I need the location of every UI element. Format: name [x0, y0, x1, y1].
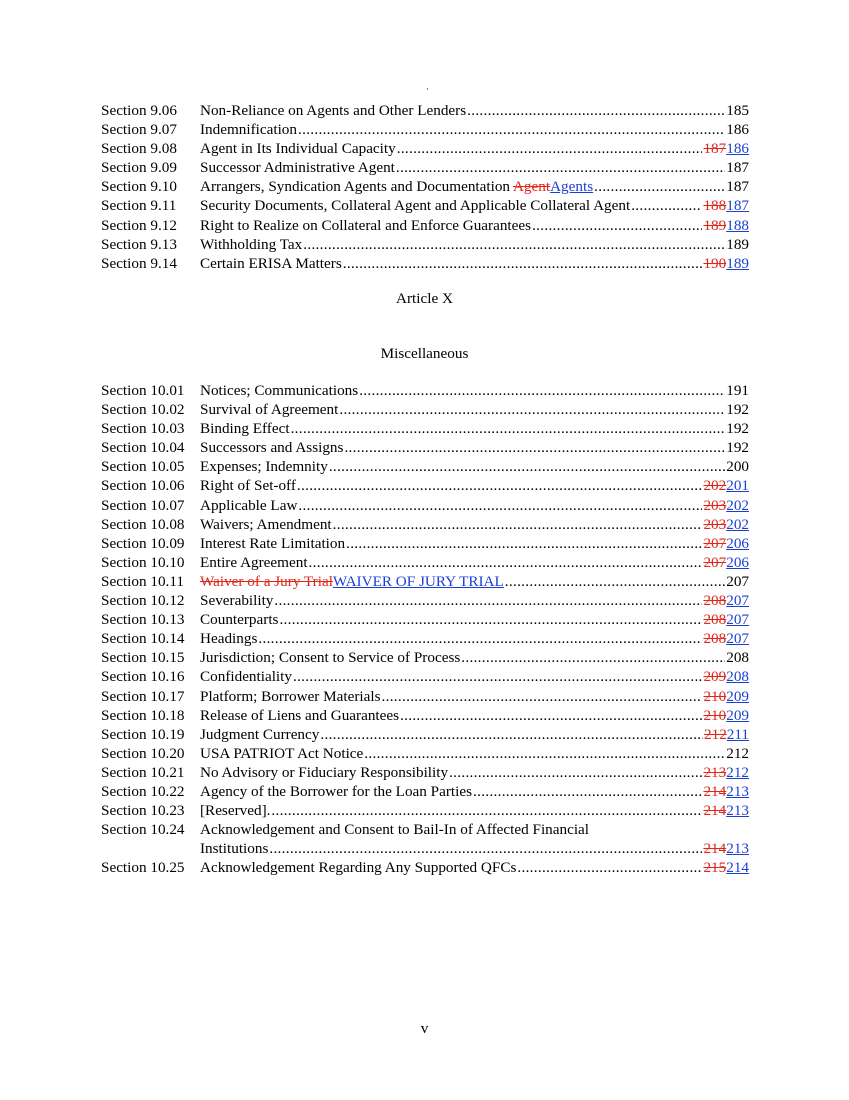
toc-entry-page	[703, 254, 749, 273]
deleted-page-number: 213	[703, 763, 727, 781]
dot-leader	[258, 629, 702, 648]
toc-entry-page	[703, 782, 749, 801]
deleted-page-number: 203	[703, 496, 727, 514]
deleted-page-number: 207	[703, 553, 727, 571]
dot-leader	[359, 381, 725, 400]
toc-entry-title[interactable]	[200, 610, 278, 629]
toc-entry-page	[703, 196, 749, 215]
toc-entry-page	[726, 235, 749, 254]
inserted-page-number: 211	[726, 725, 749, 743]
dot-leader	[293, 667, 702, 686]
toc-entry-page	[726, 648, 749, 667]
toc-entry[interactable]	[101, 196, 749, 215]
toc-entry-title[interactable]	[200, 139, 396, 158]
deleted-page-number: 208	[703, 592, 727, 610]
dot-leader	[400, 706, 702, 725]
toc-entry-title-text: Successors and Assigns	[200, 439, 344, 457]
deleted-page-number: 214	[703, 802, 727, 820]
inserted-page-number: 207	[726, 630, 749, 648]
toc-entry-title-text: Platform; Borrower Materials	[200, 687, 381, 705]
toc-entry-title[interactable]	[200, 801, 270, 820]
dot-leader	[298, 496, 702, 515]
toc-entry-page	[703, 591, 749, 610]
toc-entry-title-text: Right to Realize on Collateral and Enforce Guarantees	[200, 216, 532, 234]
inserted-page-number: 187	[726, 197, 749, 215]
toc-entry-title[interactable]	[200, 476, 296, 495]
toc-entry-title[interactable]	[200, 763, 448, 782]
toc-entry-page	[703, 801, 749, 820]
toc-entry[interactable]	[101, 101, 749, 120]
toc-entry[interactable]	[101, 572, 749, 591]
deleted-page-number: 189	[703, 216, 727, 234]
toc-entry[interactable]	[101, 438, 749, 457]
toc-entry-title-text: Interest Rate Limitation	[200, 534, 346, 552]
toc-entry-title-text: Jurisdiction; Consent to Service of Process	[200, 649, 461, 667]
deleted-page-number: 212	[704, 725, 727, 743]
toc-entry-page	[726, 438, 749, 457]
inserted-page-number: 208	[726, 668, 749, 686]
inserted-page-number: 206	[726, 534, 749, 552]
toc-entry[interactable]	[101, 591, 749, 610]
toc-entry-number: Section 10.07	[101, 496, 185, 514]
dot-leader	[274, 591, 702, 610]
toc-entry-title-text: Binding Effect	[200, 420, 290, 438]
inserted-page-number: 209	[726, 687, 749, 705]
inserted-page-number: 201	[726, 477, 749, 495]
toc-entry-page	[703, 476, 749, 495]
toc-entry-number: Section 10.11	[101, 572, 184, 590]
dot-leader	[631, 196, 702, 215]
toc-entry-title[interactable]	[200, 381, 358, 400]
toc-entry-number: Section 10.09	[101, 534, 185, 552]
toc-entry-title-text: USA PATRIOT Act Notice	[200, 744, 364, 762]
toc-entry-number: Section 9.07	[101, 121, 177, 139]
toc-entry-title[interactable]	[200, 725, 319, 744]
toc-entry-number: Section 10.06	[101, 477, 185, 495]
inserted-page-number: 202	[726, 515, 749, 533]
toc-entry-number: Section 9.06	[101, 102, 177, 119]
toc-entry-title-text: [Reserved].	[200, 802, 271, 820]
page-footer-number: v	[420, 1020, 429, 1037]
dot-leader	[346, 534, 702, 553]
toc-entry-number: Section 10.22	[101, 782, 185, 800]
toc-entry-number: Section 9.11	[101, 197, 177, 215]
dot-leader	[344, 438, 725, 457]
toc-entry[interactable]	[101, 820, 749, 839]
dot-leader	[320, 725, 703, 744]
page-number: 200	[726, 458, 749, 476]
toc-entry-title[interactable]	[200, 400, 338, 419]
toc-entry-title[interactable]	[200, 419, 290, 438]
toc-entry-number: Section 10.02	[101, 401, 185, 419]
toc-entry-page	[726, 177, 749, 196]
deleted-page-number: 215	[703, 859, 727, 877]
toc-entry-title-text: Agency of the Borrower for the Loan Parties	[200, 782, 473, 800]
deleted-page-number: 202	[703, 477, 727, 495]
deleted-page-number: 214	[703, 782, 727, 800]
dot-leader	[532, 216, 702, 235]
toc-entry-title[interactable]	[200, 820, 589, 839]
toc-entry[interactable]	[101, 706, 749, 725]
toc-entry[interactable]	[101, 648, 749, 667]
inserted-title-text: WAIVER OF JURY TRIAL	[332, 572, 504, 590]
toc-entry-number: Section 10.25	[101, 859, 185, 877]
toc-entry[interactable]	[101, 801, 749, 820]
page-number: 192	[726, 439, 749, 457]
toc-entry-page	[704, 725, 749, 744]
toc-entry[interactable]	[101, 120, 749, 139]
inserted-page-number: 207	[726, 611, 749, 629]
toc-entry-title[interactable]	[200, 858, 516, 877]
toc-entry[interactable]	[101, 235, 749, 254]
dot-leader	[297, 476, 703, 495]
dot-leader	[397, 139, 703, 158]
toc-entry-number: Section 10.08	[101, 515, 185, 533]
dot-leader	[271, 801, 702, 820]
toc-entry-title-text: Headings	[200, 630, 258, 648]
toc-entry-page	[703, 496, 749, 515]
page-number: 187	[726, 178, 749, 196]
toc-entry-title[interactable]	[200, 572, 504, 591]
toc-entry[interactable]	[101, 744, 749, 763]
toc-entry-title-text: Notices; Communications	[200, 382, 359, 399]
deleted-page-number: 188	[703, 197, 727, 215]
deleted-page-number: 187	[703, 140, 727, 158]
toc-entry-page	[726, 744, 749, 763]
page-number: 192	[726, 401, 749, 419]
toc-entry-page	[726, 400, 749, 419]
toc-entry-title-text: Arrangers, Syndication Agents and Documentation	[200, 178, 513, 196]
toc-entry-title[interactable]	[200, 782, 472, 801]
toc-entry-title[interactable]	[200, 687, 381, 706]
toc-entry-number: Section 10.05	[101, 458, 185, 476]
page-number: 192	[726, 420, 749, 438]
toc-entry-title-text: Security Documents, Collateral Agent and Applicable Collateral Agent	[200, 197, 631, 215]
top-mark: ·	[426, 84, 429, 94]
toc-entry[interactable]	[101, 177, 749, 196]
toc-entry-title[interactable]	[200, 667, 292, 686]
toc-entry-page	[726, 158, 749, 177]
dot-leader	[269, 839, 702, 858]
inserted-page-number: 213	[726, 782, 749, 800]
toc-entry-number: Section 10.14	[101, 630, 185, 648]
toc-entry-title-text: Confidentiality	[200, 668, 292, 686]
toc-entry-number: Section 9.13	[101, 235, 177, 253]
toc-entry-title[interactable]	[200, 648, 460, 667]
toc-entry-page	[726, 419, 749, 438]
toc-entry-number: Section 9.08	[101, 140, 177, 158]
dot-leader	[298, 120, 725, 139]
toc-entry-page	[703, 763, 749, 782]
toc-entry-title-continued[interactable]: Institutions	[200, 840, 269, 858]
deleted-title-text: Waiver of a Jury Trial	[200, 572, 333, 590]
dot-leader	[339, 400, 725, 419]
dot-leader	[467, 101, 725, 120]
toc-entry[interactable]	[101, 667, 749, 686]
toc-entry[interactable]	[101, 858, 749, 877]
toc-entry-number: Section 10.04	[101, 439, 185, 457]
inserted-page-number: 213	[726, 802, 749, 820]
toc-entry-page	[726, 101, 749, 120]
deleted-page-number: 190	[703, 254, 727, 272]
toc-entry[interactable]	[101, 515, 749, 534]
toc-entry[interactable]	[101, 216, 749, 235]
toc-entry-page	[703, 610, 749, 629]
toc-entry-title[interactable]	[200, 158, 395, 177]
toc-entry-page	[703, 687, 749, 706]
toc-entry-page	[703, 858, 749, 877]
deleted-page-number: 210	[703, 687, 727, 705]
toc-entry-title-text: Acknowledgement and Consent to Bail-In of Affected Financial	[200, 821, 590, 839]
toc-entry[interactable]	[101, 610, 749, 629]
page-number: 212	[726, 744, 749, 762]
toc-entry-page	[703, 515, 749, 534]
toc-entry-page	[726, 381, 749, 400]
inserted-page-number: 209	[726, 706, 749, 724]
deleted-page-number: 208	[703, 630, 727, 648]
toc-list-article-ix	[101, 101, 749, 273]
toc-entry-number: Section 10.23	[101, 802, 185, 820]
toc-entry-title[interactable]	[200, 534, 345, 553]
toc-entry-title-text: Right of Set-off	[200, 477, 296, 495]
toc-entry-title[interactable]	[200, 515, 332, 534]
page-number: 189	[726, 235, 749, 253]
toc-entry-title-text: Acknowledgement Regarding Any Supported QFCs	[200, 859, 517, 877]
toc-entry[interactable]	[101, 457, 749, 476]
article-subheading: Miscellaneous	[380, 345, 469, 362]
toc-entry-number: Section 10.17	[101, 687, 185, 705]
toc-entry[interactable]	[101, 534, 749, 553]
toc-entry-title[interactable]	[200, 706, 399, 725]
toc-entry-number: Section 10.03	[101, 420, 185, 438]
dot-leader	[303, 235, 725, 254]
toc-entry[interactable]	[101, 158, 749, 177]
toc-entry[interactable]	[101, 839, 749, 858]
dot-leader	[343, 254, 703, 273]
inserted-page-number: 213	[726, 840, 749, 858]
toc-entry-title-text: Expenses; Indemnity	[200, 458, 328, 476]
toc-entry-title-text: Indemnification	[200, 121, 297, 139]
toc-entry-title[interactable]	[200, 457, 328, 476]
toc-entry-page	[703, 706, 749, 725]
inserted-page-number: 186	[726, 140, 749, 158]
toc-entry[interactable]	[101, 553, 749, 572]
page-number: 187	[726, 159, 749, 177]
inserted-title-text: Agents	[550, 178, 594, 196]
toc-entry-number: Section 10.20	[101, 744, 185, 762]
inserted-page-number: 212	[726, 763, 749, 781]
toc-entry-title-text: Agent in Its Individual Capacity	[200, 140, 396, 158]
toc-list-article-x	[101, 381, 749, 877]
deleted-page-number: 210	[703, 706, 727, 724]
toc-entry[interactable]	[101, 254, 749, 273]
toc-entry[interactable]	[101, 381, 749, 400]
toc-entry[interactable]	[101, 139, 749, 158]
dot-leader	[291, 419, 726, 438]
toc-entry-title-text: No Advisory or Fiduciary Responsibility	[200, 763, 449, 781]
dot-leader	[382, 687, 703, 706]
inserted-page-number: 207	[726, 592, 749, 610]
toc-entry[interactable]	[101, 629, 749, 648]
dot-leader	[505, 572, 725, 591]
toc-entry-number: Section 10.24	[101, 821, 185, 839]
toc-entry-title[interactable]	[200, 438, 343, 457]
page-number: 207	[726, 572, 749, 590]
dot-leader	[279, 610, 702, 629]
dot-leader	[333, 515, 703, 534]
dot-leader	[594, 177, 725, 196]
toc-entry-page	[703, 629, 749, 648]
page-number: 191	[726, 382, 749, 399]
toc-entry-number: Section 10.21	[101, 763, 185, 781]
toc-entry-title[interactable]	[200, 216, 531, 235]
toc-entry[interactable]	[101, 725, 749, 744]
toc-entry-title-text: Judgment Currency	[200, 725, 320, 743]
deleted-title-text: Agent	[512, 178, 551, 196]
toc-entry-title[interactable]	[200, 196, 630, 215]
toc-entry-title-text: Certain ERISA Matters	[200, 254, 342, 272]
toc-entry-page	[703, 839, 749, 858]
toc-entry-title-text: Withholding Tax	[200, 235, 303, 253]
toc-entry-title-text: Entire Agreement	[200, 553, 308, 571]
toc-entry-title[interactable]	[200, 744, 363, 763]
deleted-page-number: 208	[703, 611, 727, 629]
toc-entry-title[interactable]	[200, 553, 308, 572]
toc-entry-title-text: Applicable Law	[200, 496, 298, 514]
article-heading: Article X	[396, 290, 453, 307]
toc-entry-title-text: Survival of Agreement	[200, 401, 339, 419]
toc-entry-number: Section 10.16	[101, 668, 185, 686]
inserted-page-number: 214	[726, 859, 749, 877]
dot-leader	[461, 648, 725, 667]
deleted-page-number: 214	[703, 840, 727, 858]
toc-entry-title[interactable]	[200, 254, 342, 273]
toc-entry-number: Section 9.14	[101, 254, 177, 272]
toc-entry-number: Section 10.19	[101, 725, 185, 743]
toc-entry[interactable]	[101, 400, 749, 419]
dot-leader	[309, 553, 703, 572]
toc-entry-number: Section 10.10	[101, 553, 185, 571]
deleted-page-number: 209	[703, 668, 727, 686]
dot-leader	[449, 763, 702, 782]
inserted-page-number: 202	[726, 496, 749, 514]
page-number: 185	[726, 102, 749, 119]
toc-entry-title[interactable]	[200, 629, 257, 648]
toc-entry-title-text: Severability	[200, 592, 274, 610]
toc-entry-page	[703, 216, 749, 235]
dot-leader	[473, 782, 702, 801]
toc-entry[interactable]	[101, 419, 749, 438]
dot-leader	[517, 858, 702, 877]
dot-leader	[329, 457, 725, 476]
toc-entry-page	[703, 534, 749, 553]
deleted-page-number: 207	[703, 534, 727, 552]
toc-entry-title[interactable]	[200, 496, 297, 515]
toc-entry-title[interactable]	[200, 591, 273, 610]
toc-entry-number: Section 10.18	[101, 706, 185, 724]
toc-entry-title[interactable]	[200, 120, 297, 139]
toc-entry-number: Section 9.12	[101, 216, 177, 234]
toc-entry-title[interactable]	[200, 177, 593, 196]
toc-entry-title-text: Non-Reliance on Agents and Other Lenders	[200, 102, 467, 119]
toc-entry-number: Section 9.09	[101, 159, 177, 177]
toc-entry-number: Section 9.10	[101, 178, 177, 196]
toc-entry[interactable]	[101, 782, 749, 801]
toc-entry-number: Section 10.15	[101, 649, 185, 667]
toc-entry-page	[703, 667, 749, 686]
toc-entry[interactable]	[101, 763, 749, 782]
toc-entry-number: Section 10.12	[101, 592, 185, 610]
toc-entry[interactable]	[101, 476, 749, 495]
toc-entry-page	[703, 139, 749, 158]
toc-entry-title-text: Successor Administrative Agent	[200, 159, 395, 177]
page-number: 186	[726, 121, 749, 139]
toc-entry-title-text: Counterparts	[200, 611, 279, 629]
toc-entry-title[interactable]	[200, 235, 302, 254]
toc-entry-number: Section 10.01	[101, 382, 185, 399]
inserted-page-number: 188	[726, 216, 749, 234]
inserted-page-number: 206	[726, 553, 749, 571]
page-number: 208	[726, 649, 749, 667]
inserted-page-number: 189	[726, 254, 749, 272]
toc-entry-page	[726, 120, 749, 139]
toc-entry-page	[726, 457, 749, 476]
toc-entry-page	[703, 553, 749, 572]
dot-leader	[364, 744, 725, 763]
toc-entry-number: Section 10.13	[101, 611, 185, 629]
toc-entry-title[interactable]	[200, 101, 466, 120]
toc-entry-page	[726, 572, 749, 591]
toc-entry-title-text: Release of Liens and Guarantees	[200, 706, 400, 724]
deleted-page-number: 203	[703, 515, 727, 533]
toc-entry-title-text: Waivers; Amendment	[200, 515, 332, 533]
dot-leader	[396, 158, 725, 177]
toc-entry[interactable]	[101, 687, 749, 706]
toc-entry[interactable]	[101, 496, 749, 515]
